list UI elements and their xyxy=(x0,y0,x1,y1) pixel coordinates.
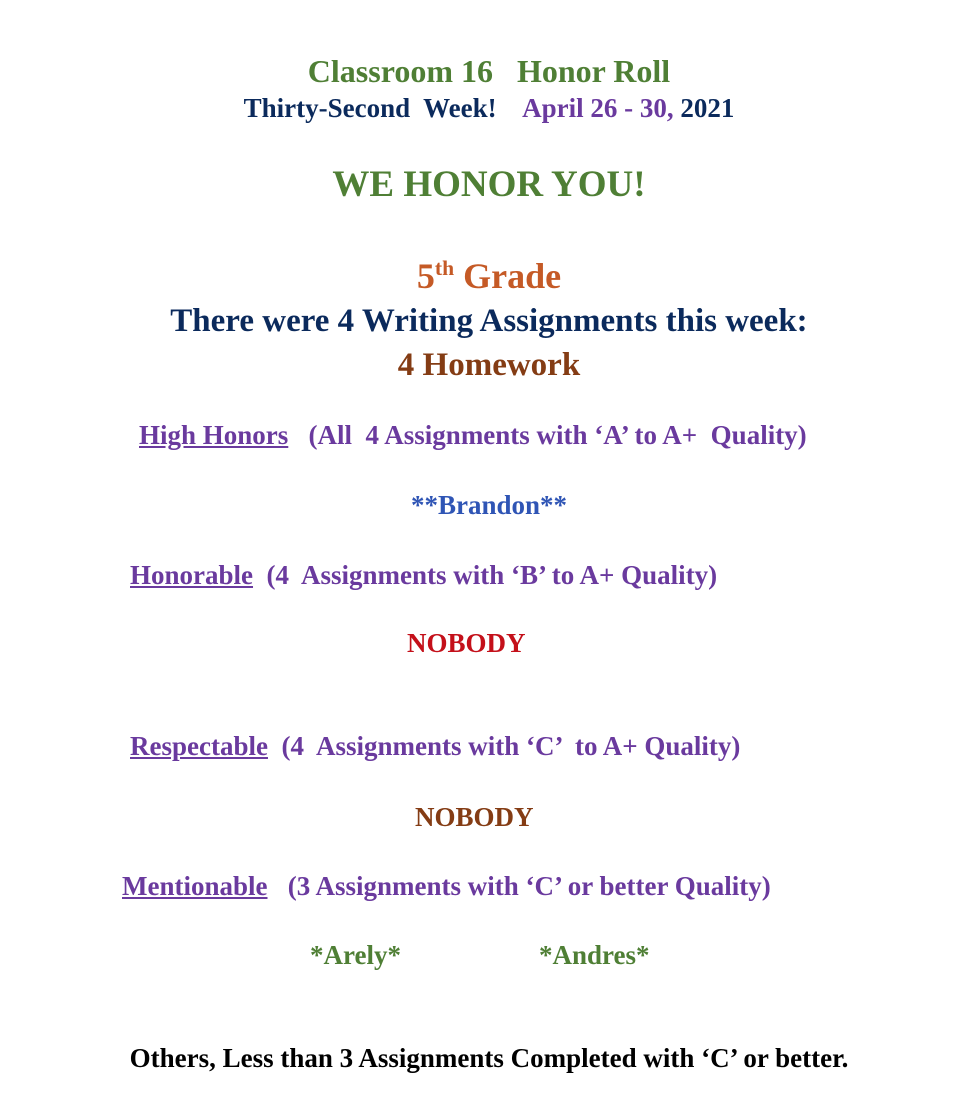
respectable-row xyxy=(130,733,740,760)
mentionable-row xyxy=(122,873,771,900)
classroom-label: Classroom 16 xyxy=(307,53,493,89)
we-honor-you-banner: WE HONOR YOU! xyxy=(332,164,646,205)
high-honors-label: High Honors xyxy=(139,420,289,450)
mentionable-name-andres: *Andres* xyxy=(539,940,650,970)
mentionable-criteria: (3 Assignments with ‘C’ or better Quality) xyxy=(287,871,771,901)
honorable-row xyxy=(130,562,717,589)
respectable-criteria: (4 Assignments with ‘C’ to A+ Quality) xyxy=(281,731,741,761)
honorable-criteria: (4 Assignments with ‘B’ to A+ Quality) xyxy=(266,560,718,590)
mentionable-label: Mentionable xyxy=(122,871,268,901)
high-honors-name: **Brandon** xyxy=(410,490,568,520)
date-range: April 26 - 30, xyxy=(522,93,674,123)
respectable-label: Respectable xyxy=(130,731,268,761)
assignments-count-line: There were 4 Writing Assignments this week: xyxy=(170,303,808,339)
mentionable-name-arely: *Arely* xyxy=(310,940,401,970)
respectable-name: NOBODY xyxy=(415,802,534,832)
year-label: 2021 xyxy=(680,93,735,123)
honor-roll-label: Honor Roll xyxy=(516,53,671,89)
high-honors-row xyxy=(139,422,807,449)
honorable-name: NOBODY xyxy=(407,628,526,658)
honorable-label: Honorable xyxy=(130,560,254,590)
header-week-line xyxy=(0,95,978,122)
high-honors-criteria: (All 4 Assignments with ‘A’ to A+ Quality) xyxy=(308,420,807,450)
grade-number: 5 xyxy=(416,256,435,296)
grade-heading xyxy=(0,258,978,294)
header-title xyxy=(0,55,978,87)
grade-label: Grade xyxy=(463,256,562,296)
week-label: Thirty-Second Week! xyxy=(243,93,497,123)
footer-note: Others, Less than 3 Assignments Completed with ‘C’ or better. xyxy=(129,1043,849,1073)
grade-suffix: th xyxy=(434,256,455,281)
homework-count-line: 4 Homework xyxy=(397,347,581,383)
